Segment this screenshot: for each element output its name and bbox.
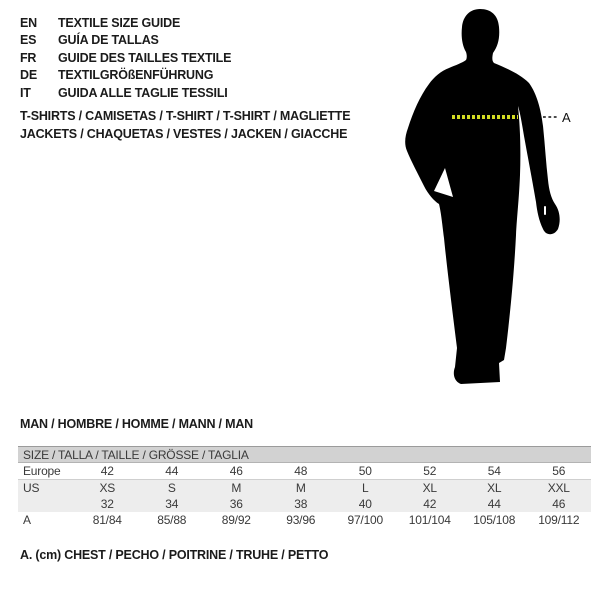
- category-line-jackets: JACKETS / CHAQUETAS / VESTES / JACKEN / GIACCHE: [20, 126, 348, 141]
- language-row: [20, 32, 231, 49]
- language-label: TEXTILE SIZE GUIDE: [58, 16, 181, 30]
- language-code: FR: [20, 50, 37, 65]
- language-row: [20, 50, 231, 67]
- size-cell: XS: [99, 481, 116, 495]
- size-cell: M: [295, 481, 306, 495]
- man-silhouette-figure: [395, 0, 600, 400]
- row-label: A: [23, 513, 31, 527]
- size-cell: L: [362, 481, 369, 495]
- language-label: GUIDA ALLE TAGLIE TESSILI: [58, 85, 228, 100]
- language-code: DE: [20, 68, 37, 83]
- language-row: [20, 15, 231, 32]
- size-cell: S: [167, 481, 176, 495]
- size-cell: 44: [165, 464, 179, 478]
- language-code: ES: [20, 33, 37, 48]
- size-table-header: SIZE / TALLA / TAILLE / GRÖSSE / TAGLIA: [18, 447, 591, 463]
- size-cell: 97/100: [347, 513, 383, 527]
- size-cell: 42: [100, 464, 114, 478]
- table-row-us-letters: [18, 479, 591, 496]
- size-cell: XL: [487, 481, 502, 495]
- size-cell: 44: [487, 497, 501, 511]
- size-cell: 105/108: [473, 513, 516, 527]
- measurement-footnote: A. (cm) CHEST / PECHO / POITRINE / TRUHE / PETTO: [20, 548, 329, 562]
- size-cell: 50: [358, 464, 372, 478]
- language-code: EN: [20, 16, 37, 30]
- size-cell: 46: [229, 464, 243, 478]
- size-cell: 34: [165, 497, 179, 511]
- size-cell: M: [231, 481, 242, 495]
- size-cell: 54: [487, 464, 501, 478]
- size-cell: 109/112: [538, 513, 580, 527]
- size-cell: 101/104: [408, 513, 451, 527]
- language-label: GUÍA DE TALLAS: [58, 33, 159, 48]
- hand-gap: [544, 206, 546, 215]
- size-table: [18, 446, 591, 528]
- man-silhouette: [405, 9, 559, 384]
- size-cell: 38: [294, 497, 308, 511]
- language-label: TEXTILGRÖßENFÜHRUNG: [58, 68, 214, 83]
- category-line-tshirts: T-SHIRTS / CAMISETAS / T-SHIRT / T-SHIRT / MAGLIETTE: [20, 109, 351, 123]
- size-cell: 93/96: [286, 513, 316, 527]
- language-row: [20, 85, 231, 102]
- size-cell: 56: [552, 464, 566, 478]
- language-row: [20, 67, 231, 84]
- table-row-chest-cm: [18, 512, 591, 528]
- size-cell: XL: [422, 481, 437, 495]
- table-row-us-numbers: [18, 496, 591, 512]
- table-row-europe: [18, 463, 591, 479]
- row-label: US: [23, 481, 40, 495]
- language-label: GUIDE DES TAILLES TEXTILE: [58, 50, 232, 65]
- language-code: IT: [20, 85, 31, 100]
- size-cell: 52: [423, 464, 437, 478]
- size-cell: 42: [423, 497, 437, 511]
- size-cell: 40: [358, 497, 372, 511]
- size-cell: XXL: [547, 481, 570, 495]
- size-cell: 89/92: [221, 513, 251, 527]
- size-cell: 36: [229, 497, 243, 511]
- row-label: Europe: [23, 464, 61, 478]
- size-cell: 81/84: [92, 513, 122, 527]
- measure-label-a: A: [562, 110, 571, 125]
- section-title-man: MAN / HOMBRE / HOMME / MANN / MAN: [20, 417, 253, 431]
- language-list: [20, 15, 231, 102]
- size-cell: 48: [294, 464, 308, 478]
- size-cell: 85/88: [157, 513, 187, 527]
- size-cell: 46: [552, 497, 566, 511]
- garment-categories: [20, 108, 350, 143]
- size-cell: 32: [100, 497, 114, 511]
